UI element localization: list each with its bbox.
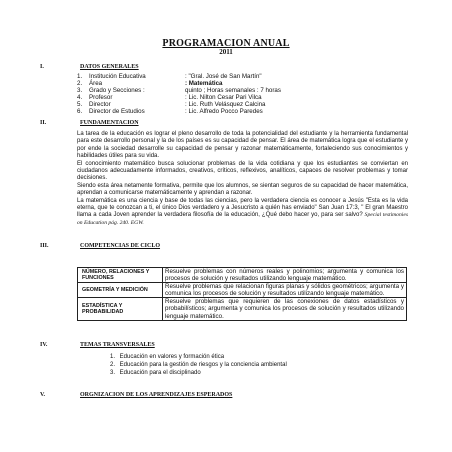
item-number: 1. [110, 354, 116, 360]
section-label: DATOS GENERALES [80, 64, 139, 70]
row-value: quinto ; Horas semanales : 7 horas [185, 87, 281, 94]
competencias-table [77, 267, 407, 321]
row-value: : Lic. Nilton Cesar Pari Vilca [185, 94, 262, 101]
row-key: Área [89, 80, 103, 87]
section-heading-datos [40, 64, 139, 70]
document-title: PROGRAMACION ANUAL [162, 38, 290, 49]
paragraph: La tarea de la educación es lograr el pleno desarrollo de toda la potencialidad del estudiante y la herramienta fundamental para este desarrollo personal y la de los países es su capacidad de pensar. El área de matemática logra que el estudiante y por ende la sociedad desarrolle su capacidad de pensar y razonar matemáticamente, fortaleciendo sus conocimientos y habilidades útiles para su vida. [77, 131, 408, 160]
citation: Special testimonies on Education pág. 240. EGW. [77, 212, 408, 226]
row-key: Profesor [89, 94, 113, 101]
row-key: Grado y Secciones : [89, 87, 145, 94]
row-number: 3. [77, 87, 83, 94]
datos-row-grado [77, 87, 281, 94]
item-text: Educación en valores y formación ética [119, 354, 225, 360]
row-value: : Matemática [185, 80, 223, 87]
section-label: FUNDAMENTACION [80, 120, 139, 126]
section-heading-competencias [40, 243, 160, 249]
paragraph-text: La matemática es una ciencia y base de todas las ciencias, pero la verdadera ciencia es conocer a Jesús "Esta es la vida eterna, que te conozcan a ti, el único Dios verdadero y a Jesucristo a quién has enviado" San Juan 17:3, " El gran Maestro llama a cada Joven aprender la verdadera filosofía de la educación, ¿Qué debo hacer yo, para ser salvo? [77, 197, 408, 219]
section-heading-temas [40, 342, 155, 348]
tema-item [110, 362, 287, 368]
tema-item [110, 370, 201, 376]
table-row [78, 268, 407, 283]
datos-row-institucion [77, 73, 262, 80]
datos-row-director-estudios [77, 108, 263, 115]
table-row [78, 283, 407, 298]
competencia-area: NÚMERO, RELACIONES Y FUNCIONES [78, 268, 163, 283]
paragraph [77, 198, 408, 228]
row-key: Institución Educativa [89, 73, 146, 80]
paragraph: El conocimiento matemático busca solucionar problemas de la vida cotidiana y que los estudiantes se conviertan en ciudadanos adecuadamente informados, creativos, críticos, reflexivos, analíticos, capaces de resolver problemas y tomar decisiones. [77, 160, 408, 182]
item-text: Educación para el disciplinado [119, 370, 201, 376]
section-label: COMPETENCIAS DE CICLO [80, 243, 161, 249]
item-number: 2. [110, 362, 116, 368]
row-value: : Lic. Alfredo Pocco Paredes [185, 108, 263, 115]
competencia-desc: Resuelve problemas que relacionan figuras planas y sólidos geométricos; argumenta y comunica los procesos de solución y resultados utilizando lenguaje matemático. [163, 283, 407, 298]
tema-item [110, 354, 224, 360]
datos-row-profesor [77, 94, 262, 101]
document-year: 2011 [219, 48, 233, 56]
section-heading-fundamentacion [40, 120, 139, 126]
section-heading-organizacion [40, 392, 232, 398]
section-number: III. [40, 243, 49, 249]
row-number: 5. [77, 101, 83, 108]
competencia-area: GEOMETRÍA Y MEDICIÓN [78, 283, 163, 298]
competencia-desc: Resuelve problemas con números reales y polinomios; argumenta y comunica los procesos de solución y resultados utilizando lenguaje matemático. [163, 268, 407, 283]
paragraph: Siendo esta área netamente formativa, permite que los alumnos, se sientan seguros de su capacidad de hacer matemática, aprendan a comunicarse matemáticamente y aprendan a razonar. [77, 182, 408, 197]
section-number: II. [40, 120, 47, 126]
datos-row-director [77, 101, 265, 108]
row-key: Director de Estudios [89, 108, 145, 115]
row-value: : Lic. Ruth Velásquez Calcina [185, 101, 266, 108]
row-number: 1. [77, 73, 83, 80]
row-value: : "Gral. José de San Martín" [185, 73, 262, 80]
row-number: 6. [77, 108, 83, 115]
section-number: I. [40, 64, 44, 70]
section-label: TEMAS TRANSVERSALES [80, 342, 155, 348]
section-number: V. [40, 392, 46, 398]
table-row [78, 298, 407, 320]
fundamentacion-text [77, 131, 408, 227]
row-number: 4. [77, 94, 83, 101]
row-key: Director [89, 101, 111, 108]
datos-row-area [77, 80, 222, 87]
item-text: Educación para la gestión de riesgos y la conciencia ambiental [119, 362, 287, 368]
item-number: 3. [110, 370, 116, 376]
competencia-area: ESTADÍSTICA Y PROBABILIDAD [78, 298, 163, 320]
competencia-desc: Resuelve problemas que requieren de las conexiones de datos estadísticos y probabilísticos; argumenta y comunica los procesos de solución y resultados utilizando lenguaje matemático. [163, 298, 407, 320]
section-number: IV. [40, 342, 48, 348]
row-number: 2. [77, 80, 83, 87]
section-label: ORGNIZACION DE LOS APRENDIZAJES ESPERADOS [80, 392, 233, 398]
